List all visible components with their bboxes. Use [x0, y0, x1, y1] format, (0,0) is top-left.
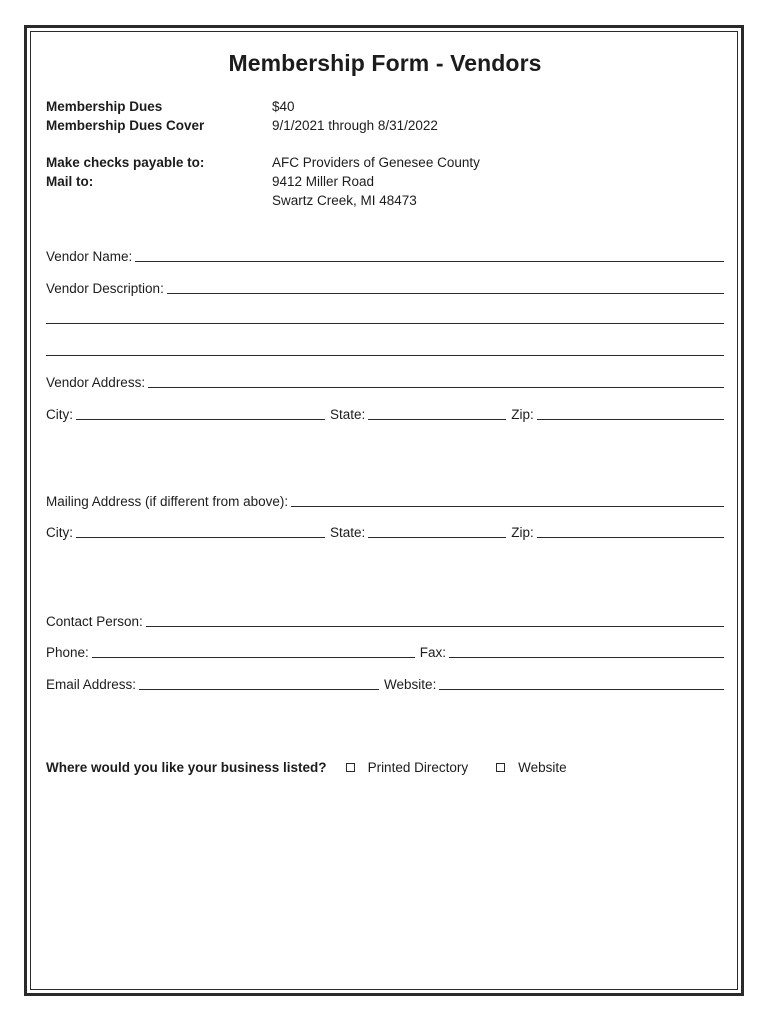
website-field[interactable]: [439, 684, 724, 690]
listing-question: Where would you like your business listed?: [46, 760, 327, 775]
contact-person-row: [46, 610, 724, 630]
zip-label: Zip:: [511, 525, 534, 540]
email-field[interactable]: [139, 684, 379, 690]
dues-cover-label: Membership Dues Cover: [46, 118, 205, 133]
vendor-description-field-line3[interactable]: [46, 355, 724, 356]
vendor-name-field[interactable]: [135, 256, 724, 262]
phone-field[interactable]: [92, 652, 415, 658]
city-label: City:: [46, 525, 73, 540]
contact-person-label: Contact Person:: [46, 614, 143, 629]
mailing-address-row: [46, 490, 724, 510]
payable-label: Make checks payable to:: [46, 155, 205, 170]
city-label: City:: [46, 407, 73, 422]
contact-person-field[interactable]: [146, 621, 724, 627]
fax-label: Fax:: [419, 645, 447, 660]
website-label: Website:: [384, 677, 437, 692]
zip-label: Zip:: [511, 407, 534, 422]
mailing-address-label: Mailing Address (if different from above):: [46, 494, 289, 509]
mailing-state-field[interactable]: [368, 532, 506, 538]
mail-to-label: Mail to:: [46, 174, 94, 189]
email-website-row: [46, 673, 724, 693]
website-option-label: Website: [518, 760, 567, 775]
vendor-city-state-zip-row: [46, 403, 724, 423]
state-label: State:: [330, 525, 366, 540]
mailing-zip-field[interactable]: [537, 532, 724, 538]
vendor-address-field[interactable]: [148, 382, 724, 388]
printed-directory-label: Printed Directory: [367, 760, 469, 775]
vendor-description-field[interactable]: [167, 288, 724, 294]
vendor-zip-field[interactable]: [537, 414, 724, 420]
fax-field[interactable]: [449, 652, 724, 658]
vendor-description-field-line2[interactable]: [46, 323, 724, 324]
payable-value: AFC Providers of Genesee County: [272, 155, 480, 170]
phone-label: Phone:: [46, 645, 89, 660]
phone-fax-row: [46, 641, 724, 661]
vendor-name-row: [46, 245, 724, 265]
vendor-address-row: [46, 371, 724, 391]
vendor-description-row: [46, 277, 724, 297]
mailing-address-field[interactable]: [291, 501, 724, 507]
mail-address-line1: 9412 Miller Road: [272, 174, 375, 189]
email-label: Email Address:: [46, 677, 137, 692]
dues-cover-value: 9/1/2021 through 8/31/2022: [272, 118, 438, 133]
listing-preference: [46, 760, 567, 775]
website-checkbox[interactable]: [496, 763, 505, 772]
vendor-description-label: Vendor Description:: [46, 281, 164, 296]
mailing-city-state-zip-row: [46, 521, 724, 541]
printed-directory-checkbox[interactable]: [346, 763, 355, 772]
dues-value: $40: [272, 99, 295, 114]
mail-address-line2: Swartz Creek, MI 48473: [272, 193, 417, 208]
dues-label: Membership Dues: [46, 99, 163, 114]
vendor-name-label: Vendor Name:: [46, 249, 133, 264]
vendor-city-field[interactable]: [76, 414, 325, 420]
vendor-address-label: Vendor Address:: [46, 375, 146, 390]
state-label: State:: [330, 407, 366, 422]
vendor-state-field[interactable]: [368, 414, 506, 420]
form-title: Membership Form - Vendors: [228, 50, 542, 76]
mailing-city-field[interactable]: [76, 532, 325, 538]
page-border-inner: [30, 31, 738, 990]
